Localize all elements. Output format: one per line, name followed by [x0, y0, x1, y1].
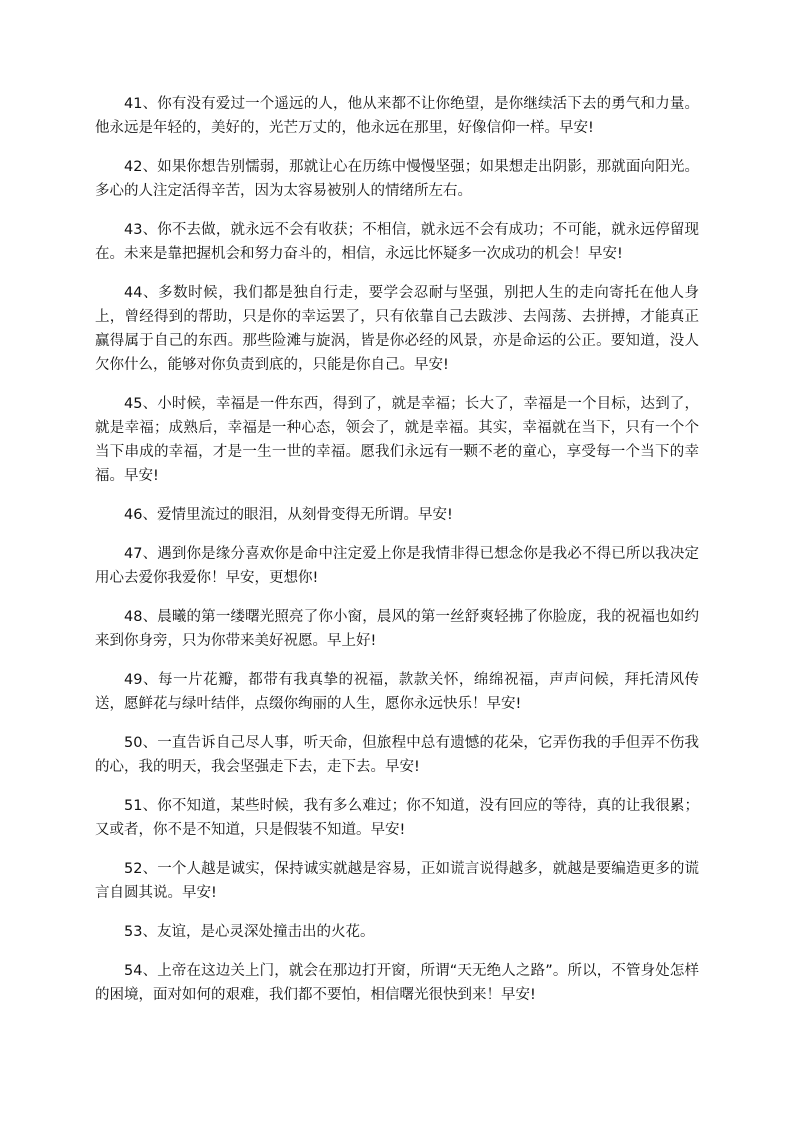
paragraph-54: 54、上帝在这边关上门，就会在那边打开窗，所谓“天无绝人之路”。所以，不管身处怎样的困境，面对如何的艰难，我们都不要怕，相信曙光很快到来！早安! [95, 963, 699, 1003]
paragraph-41: 41、你有没有爱过一个遥远的人，他从来都不让你绝望，是你继续活下去的勇气和力量。他永远是年轻的，美好的，光芒万丈的，他永远在那里，好像信仰一样。早安! [95, 96, 699, 136]
paragraph-51: 51、你不知道，某些时候，我有多么难过；你不知道，没有回应的等待，真的让我很累；又或者，你不是不知道，只是假装不知道。早安! [95, 798, 699, 838]
paragraph-50: 50、一直告诉自己尽人事，听天命，但旅程中总有遗憾的花朵，它弄伤我的手但弄不伤我的心，我的明天，我会坚强走下去，走下去。早安! [95, 735, 699, 775]
paragraph-45: 45、小时候，幸福是一件东西，得到了，就是幸福；长大了，幸福是一个目标，达到了，就是幸福；成熟后，幸福是一种心态，领会了，就是幸福。其实，幸福就在当下，只有一个个当下串成的幸福，才是一生一世的幸福。愿我们永远有一颗不老的童心，享受每一个当下的幸福。早安! [95, 396, 699, 484]
paragraph-47: 47、遇到你是缘分喜欢你是命中注定爱上你是我情非得已想念你是我必不得已所以我决定用心去爱你我爱你！早安，更想你! [95, 546, 699, 586]
paragraph-53: 53、友谊，是心灵深处撞击出的火花。 [124, 924, 375, 940]
paragraph-44: 44、多数时候，我们都是独自行走，要学会忍耐与坚强，别把人生的走向寄托在他人身上，曾经得到的帮助，只是你的幸运罢了，只有依靠自己去跋涉、去闯荡、去拼搏，才能真正赢得属于自己的东西。那些险滩与旋涡，皆是你必经的风景，亦是命运的公正。要知道，没人欠你什么，能够对你负责到底的，只能是你自己。早安! [95, 285, 699, 373]
paragraph-48: 48、晨曦的第一缕曙光照亮了你小窗，晨风的第一丝舒爽轻拂了你脸庞，我的祝福也如约来到你身旁，只为你带来美好祝愿。早上好! [95, 609, 699, 649]
paragraph-49: 49、每一片花瓣，都带有我真挚的祝福，款款关怀，绵绵祝福，声声问候，拜托清风传送，愿鲜花与绿叶结伴，点缀你绚丽的人生，愿你永远快乐！早安! [95, 672, 699, 712]
paragraph-46: 46、爱情里流过的眼泪，从刻骨变得无所谓。早安! [124, 507, 453, 523]
paragraph-43: 43、你不去做，就永远不会有收获；不相信，就永远不会有成功；不可能，就永远停留现在。未来是靠把握机会和努力奋斗的，相信，永远比怀疑多一次成功的机会！早安! [95, 222, 699, 262]
paragraph-42: 42、如果你想告别懦弱，那就让心在历练中慢慢坚强；如果想走出阴影，那就面向阳光。多心的人注定活得辛苦，因为太容易被别人的情绪所左右。 [95, 159, 699, 199]
paragraph-52: 52、一个人越是诚实，保持诚实就越是容易，正如谎言说得越多，就越是要编造更多的谎言自圆其说。早安! [95, 861, 699, 901]
document-page [95, 92, 699, 1022]
